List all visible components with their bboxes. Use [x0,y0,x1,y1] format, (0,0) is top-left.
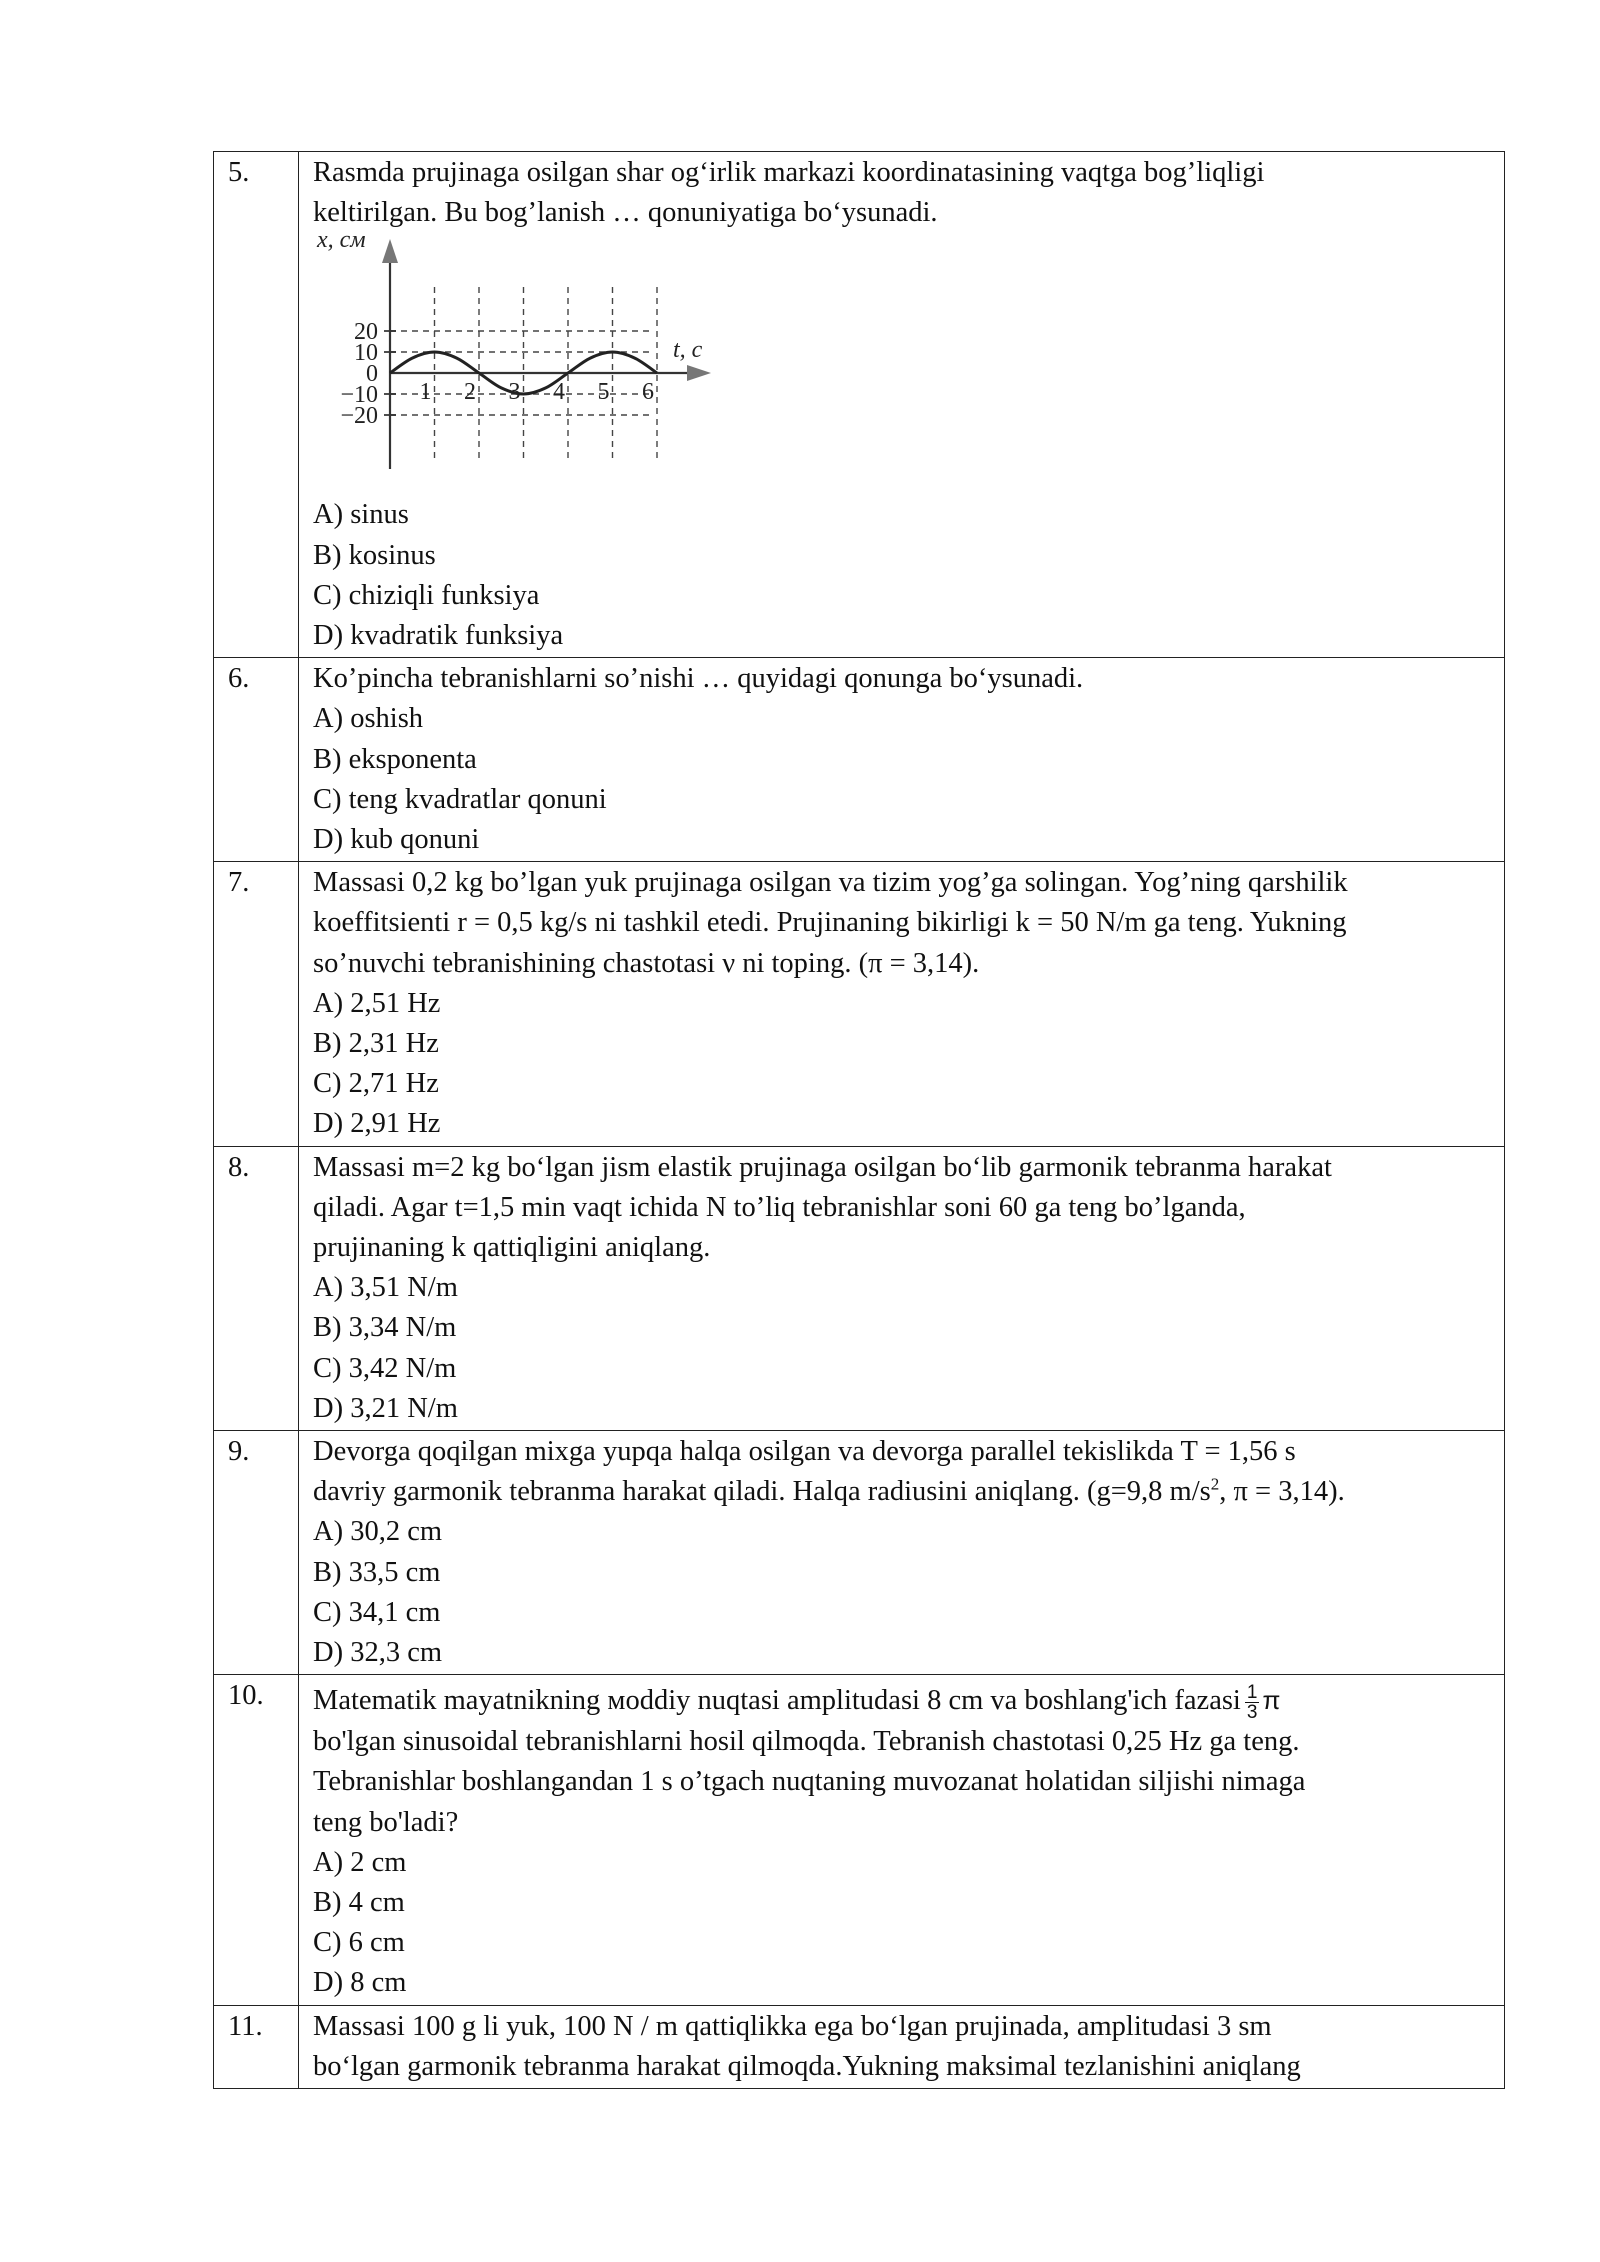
answer-option: B) kosinus [313,539,436,571]
answer-option: C) 2,71 Hz [313,1068,439,1100]
pi-symbol: π [1262,1685,1281,1716]
answer-option: B) 3,34 N/m [313,1312,457,1344]
answer-option: C) chiziqli funksiya [313,579,540,611]
question-row [214,1431,1505,1675]
answer-option: D) 32,3 cm [313,1637,443,1669]
question-text-line: koeffitsienti r = 0,5 kg/s ni tashkil etedi. Prujinaning bikirligi k = 50 N/m ga teng. Yukning [313,907,1347,939]
question-content [299,862,1505,1146]
fraction-numerator: 1 [1246,1682,1258,1704]
question-number: 5. [214,152,299,658]
answer-option: A) oshish [313,703,424,735]
question-text-line: bo‘lgan garmonik tebranma harakat qilmoqda.Yukning maksimal tezlanishini aniqlang [313,2050,1301,2082]
question-text-line: Devorga qoqilgan mixga yupqa halqa osilgan va devorga parallel tekislikda T = 1,56 s [313,1436,1296,1468]
y-tick-label: 0 [366,361,378,388]
answer-option: D) 2,91 Hz [313,1108,441,1140]
fraction-denominator: 3 [1246,1702,1258,1724]
answer-option: B) eksponenta [313,743,477,775]
x-tick-label: 5 [597,379,610,406]
question-number: 11. [214,2005,299,2088]
answer-option: A) 3,51 N/m [313,1272,458,1304]
question-content [299,1675,1505,2005]
question-text-line: teng bo'ladi? [313,1806,459,1838]
y-axis-arrow [382,239,398,263]
text-segment: davriy garmonik tebranma harakat qiladi. Halqa radiusini aniqlang. (g=9,8 m/s [313,1476,1211,1508]
question-text-line: bo'lgan sinusoidal tebranishlarni hosil qilmoqda. Tebranish chastotasi 0,25 Hz ga teng. [313,1726,1300,1758]
question-content [299,658,1505,862]
question-text-line: Ko’pincha tebranishlarni so’nishi … quyidagi qonunga bo‘ysunadi. [313,663,1084,695]
answer-option: D) kvadratik funksiya [313,620,564,652]
answer-option: D) 8 cm [313,1967,407,1999]
question-row [214,1146,1505,1430]
x-tick-label: 6 [642,379,654,406]
x-axis-label: t, c [673,337,703,364]
question-text-line: prujinaning k qattiqligini aniqlang. [313,1232,711,1264]
question-text-line [313,1472,1494,1512]
x-tick-label: 2 [464,379,476,406]
chart-svg [305,233,725,495]
question-text-line [313,1676,1494,1722]
text-segment: Matematik mayatnikning мoddiy nuqtasi amplitudasi 8 cm va boshlang'ich fazasi [313,1685,1241,1717]
question-number: 6. [214,658,299,862]
answer-option: A) 30,2 cm [313,1516,443,1548]
y-axis-label: x, см [317,233,366,254]
question-text-line: qiladi. Agar t=1,5 min vaqt ichida N to’liq tebranishlar soni 60 ga teng bo’lganda, [313,1191,1246,1223]
superscript: 2 [1210,1474,1220,1494]
question-row [214,658,1505,862]
answer-option: C) 34,1 cm [313,1596,441,1628]
text-segment: , π = 3,14). [1219,1476,1345,1508]
question-text-line: Tebranishlar boshlangandan 1 s o’tgach nuqtaning muvozanat holatidan siljishi nimaga [313,1766,1306,1798]
answer-option: D) kub qonuni [313,824,480,856]
y-tick-label: 10 [354,340,378,367]
question-text-line: so’nuvchi tebranishining chastotasi ν ni toping. (π = 3,14). [313,947,980,979]
question-row [214,1675,1505,2005]
question-row [214,152,1505,658]
answer-option: A) sinus [313,499,409,531]
answer-option: C) teng kvadratlar qonuni [313,783,607,815]
question-row [214,2005,1505,2088]
x-axis-arrow [687,365,711,381]
question-row [214,862,1505,1146]
question-content [299,2005,1505,2088]
answer-option: A) 2,51 Hz [313,987,441,1019]
oscillation-chart [305,233,725,495]
x-tick-label: 1 [419,379,432,406]
question-text-line: keltirilgan. Bu bog’lanish … qonuniyatiga bo‘ysunadi. [313,197,938,229]
answer-option: D) 3,21 N/m [313,1392,458,1424]
questions-table [213,151,1505,2089]
question-content [299,1146,1505,1430]
answer-option: B) 4 cm [313,1887,405,1919]
question-number: 10. [214,1675,299,2005]
answer-option: A) 2 cm [313,1846,407,1878]
question-text-line: Massasi 0,2 kg bo’lgan yuk prujinaga osilgan va tizim yog’ga solingan. Yog’ning qarshilik [313,867,1348,899]
question-number: 7. [214,862,299,1146]
y-tick-label: 20 [354,319,378,346]
answer-option: B) 2,31 Hz [313,1028,439,1060]
question-text-line: Rasmda prujinaga osilgan shar og‘irlik markazi koordinatasining vaqtga bog’liqligi [313,157,1265,188]
x-tick-label: 3 [508,379,521,406]
answer-option: C) 6 cm [313,1927,405,1959]
y-tick-label: −20 [340,403,378,430]
y-tick-label: −10 [340,382,378,409]
fraction [1245,1683,1260,1722]
x-tick-label: 4 [553,379,565,406]
question-text-line: Massasi m=2 kg bo‘lgan jism elastik prujinaga osilgan bo‘lib garmonik tebranma harakat [313,1151,1332,1183]
question-number: 9. [214,1431,299,1675]
question-number: 8. [214,1146,299,1430]
question-content [299,152,1505,658]
question-content [299,1431,1505,1675]
answer-option: B) 33,5 cm [313,1556,441,1588]
answer-option: C) 3,42 N/m [313,1352,457,1384]
question-text-line: Massasi 100 g li yuk, 100 N / m qattiqlikka ega bo‘lgan prujinada, amplitudasi 3 sm [313,2010,1272,2042]
